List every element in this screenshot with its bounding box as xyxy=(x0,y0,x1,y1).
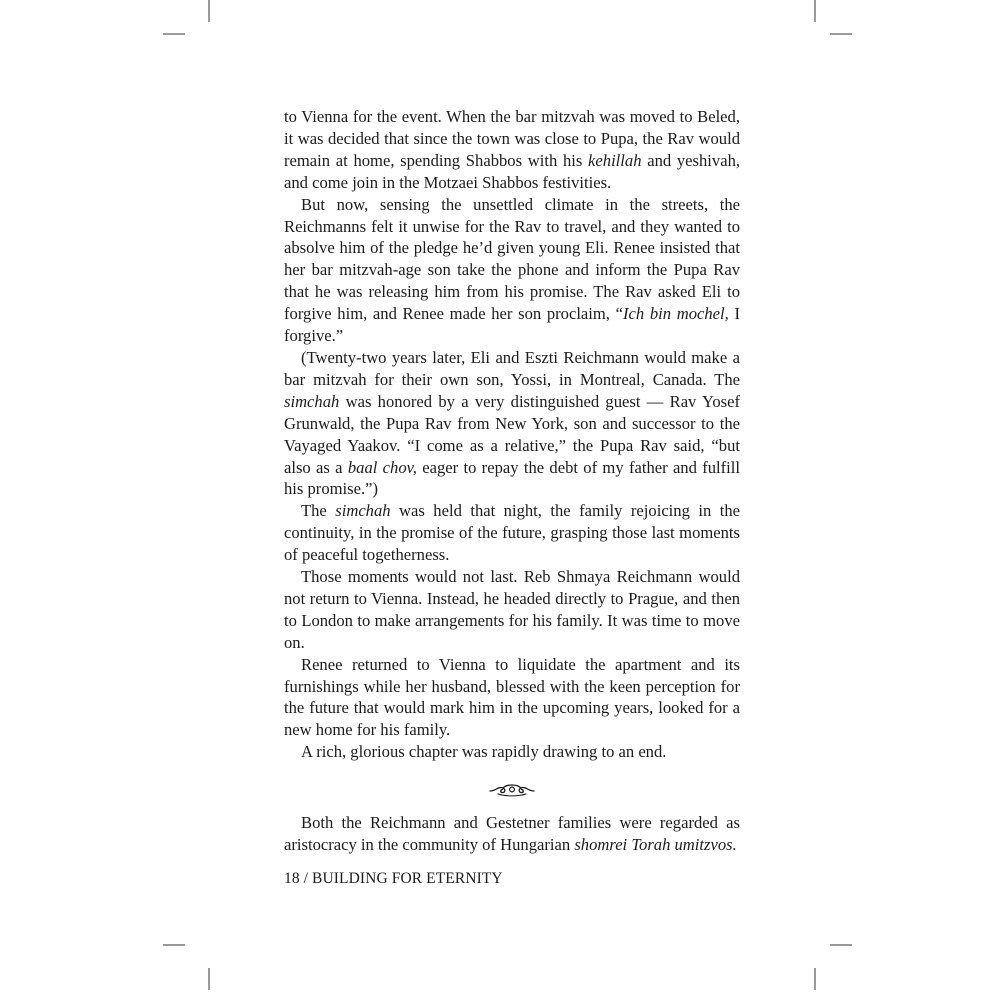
text-run: to Vienna for the event. When the bar mitzvah was moved to Beled, it was decided that since the town was close to Pupa, the Rav would remain at home, spending Shabbos with his xyxy=(284,107,740,170)
text-run: A rich, glorious chapter was rapidly drawing to an end. xyxy=(301,742,667,762)
paragraph xyxy=(284,566,740,654)
italic-term: simchah xyxy=(335,501,391,521)
text-run: was held that night, the family rejoicing in the continuity, in the promise of the future, grasping those last moments of peaceful togetherness. xyxy=(284,501,740,565)
italic-term: Ich bin mochel, xyxy=(623,304,729,324)
crop-mark-top-left xyxy=(208,0,210,22)
text-run: (Twenty-two years later, Eli and Eszti Reichmann would make a bar mitzvah for their own son, Yossi, in Montreal, Canada. The xyxy=(284,347,740,389)
body-text-section-1 xyxy=(284,106,740,763)
paragraph xyxy=(284,106,740,194)
text-run: was honored by a very distinguished guest — Rav Yosef Grunwald, the Pupa Rav from New York, son and successor to the Vayaged Yaakov. “I come as a relative,” the Pupa Rav said, “but also as a xyxy=(284,391,740,477)
paragraph xyxy=(284,347,740,500)
italic-term: kehillah xyxy=(588,150,642,170)
text-run: But now, sensing the unsettled climate in the streets, the Reichmanns felt it unwise for the Rav to travel, and they wanted to absolve him of the pledge he’d given young Eli. Renee insisted that her bar mitzvah-age son take the phone and inform the Pupa Rav that he was releasing him from his promise. The Rav asked Eli to forgive him, and Renee made her son proclaim, “ xyxy=(284,194,740,324)
crop-mark-top-left-h xyxy=(163,33,185,35)
crop-mark-bottom-left-h xyxy=(163,944,185,946)
italic-term: shomrei Torah umitzvos. xyxy=(574,835,737,855)
crop-mark-bottom-left xyxy=(208,968,210,990)
text-run: eager to repay the debt of my father and fulfill his promise.”) xyxy=(284,457,741,499)
body-text-section-2 xyxy=(284,812,740,856)
crop-mark-top-right-h xyxy=(830,33,852,35)
paragraph xyxy=(284,812,740,856)
body-text xyxy=(284,106,740,856)
italic-term: baal chov, xyxy=(347,457,417,477)
crop-mark-top-right xyxy=(814,0,816,22)
text-run: I forgive.” xyxy=(284,304,740,346)
text-run: The xyxy=(301,501,336,521)
crop-mark-bottom-right-h xyxy=(830,944,852,946)
text-run: Renee returned to Vienna to liquidate the apartment and its furnishings while her husband, blessed with the keen perception for the future that would mark him in the upcoming years, looked for a new home for his family. xyxy=(284,654,740,740)
paragraph xyxy=(284,654,740,742)
italic-term: simchah xyxy=(284,391,340,411)
text-run: Both the Reichmann and Gestetner families were regarded as aristocracy in the community of Hungarian xyxy=(284,813,740,855)
paragraph xyxy=(284,194,740,347)
scroll-ornament-icon xyxy=(488,780,536,798)
page-footer-folio: 18 / BUILDING FOR ETERNITY xyxy=(284,870,503,887)
text-run: Those moments would not last. Reb Shmaya Reichmann would not return to Vienna. Instead, he headed directly to Prague, and then to London to make arrangements for his family. It was time to move on. xyxy=(284,567,740,652)
text-run: and yeshivah, and come join in the Motzaei Shabbos festivities. xyxy=(284,150,741,192)
paragraph xyxy=(284,500,740,566)
crop-mark-bottom-right xyxy=(814,968,816,990)
paragraph xyxy=(284,741,740,763)
